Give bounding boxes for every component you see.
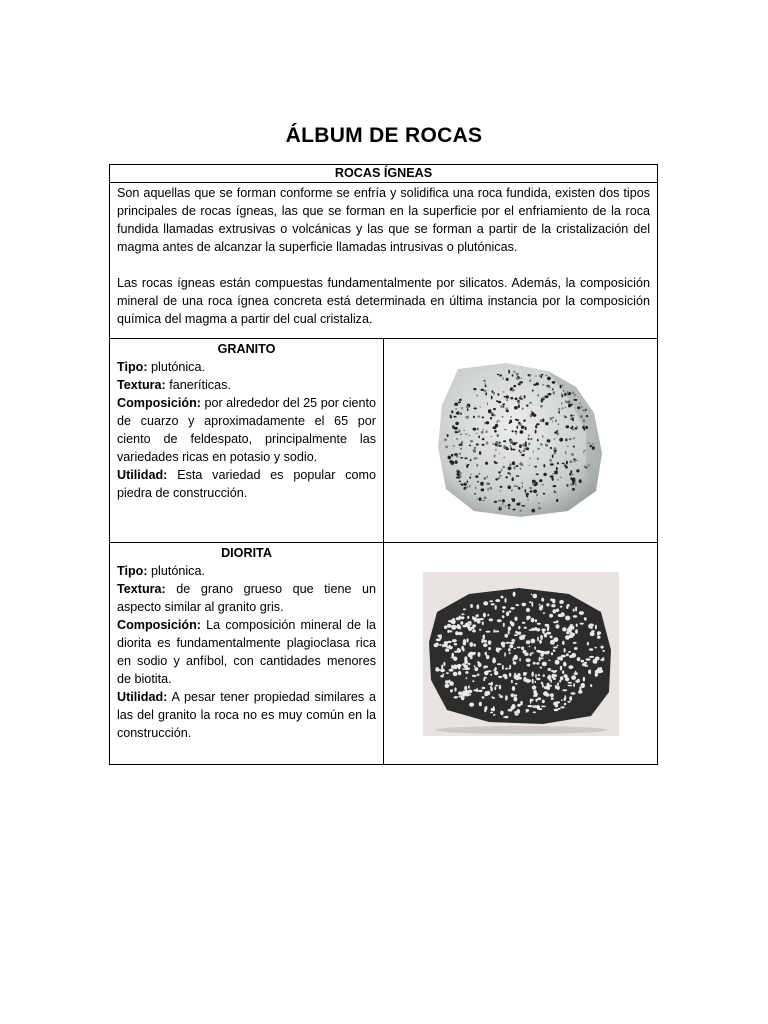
intro-paragraph: Las rocas ígneas están compuestas fundamentalmente por silicatos. Además, la composición mineral de una roca ígnea concreta está determinada en última instancia por la composición química del magma a partir del cual cristaliza.	[117, 276, 650, 326]
section-header: ROCAS ÍGNEAS	[110, 165, 658, 183]
rock-description-granito	[110, 339, 384, 543]
rock-tipo: Tipo: plutónica.	[117, 564, 205, 578]
diorite-photo-cell	[384, 543, 658, 765]
rock-utilidad: Utilidad: Esta variedad es popular como piedra de construcción.	[117, 468, 377, 500]
rock-utilidad: Utilidad: A pesar tener propiedad similares a las del granito la roca no es muy común en la construcción.	[117, 690, 376, 740]
rock-name: DIORITA	[221, 546, 272, 560]
diorite-rock-image	[423, 572, 619, 736]
rock-description-diorita	[110, 543, 384, 765]
rock-textura: Textura: faneríticas.	[117, 378, 231, 392]
section-intro	[110, 183, 658, 339]
rock-album-table	[109, 164, 658, 765]
rock-textura: Textura: de grano grueso que tiene un aspecto similar al granito gris.	[117, 582, 376, 614]
rock-name: GRANITO	[217, 342, 276, 356]
granite-photo-cell	[384, 339, 658, 543]
rock-composicion: Composición: por alrededor del 25 por ciento de cuarzo y aproximadamente el 65 por ciento de feldespato, principalmente las variedades ricas en potasio y sodio.	[117, 396, 376, 464]
intro-paragraph: Son aquellas que se forman conforme se enfría y solidifica una roca fundida, existen dos tipos principales de rocas ígneas, las que se forman en la superficie por el enfriamiento de la roca fundida llamadas extrusivas o volcánicas y las que se forman a partir de la cristalización del magma antes de alcanzar la superficie llamadas intrusivas o plutónicas.	[117, 186, 650, 254]
granite-rock-image	[436, 361, 606, 521]
rock-composicion: Composición: La composición mineral de la diorita es fundamentalmente plagioclasa rica en sodio y anfíbol, con cantidades menores de biotita.	[117, 618, 376, 686]
page-title: ÁLBUM DE ROCAS	[285, 124, 483, 147]
rock-tipo: Tipo: plutónica.	[117, 360, 205, 374]
